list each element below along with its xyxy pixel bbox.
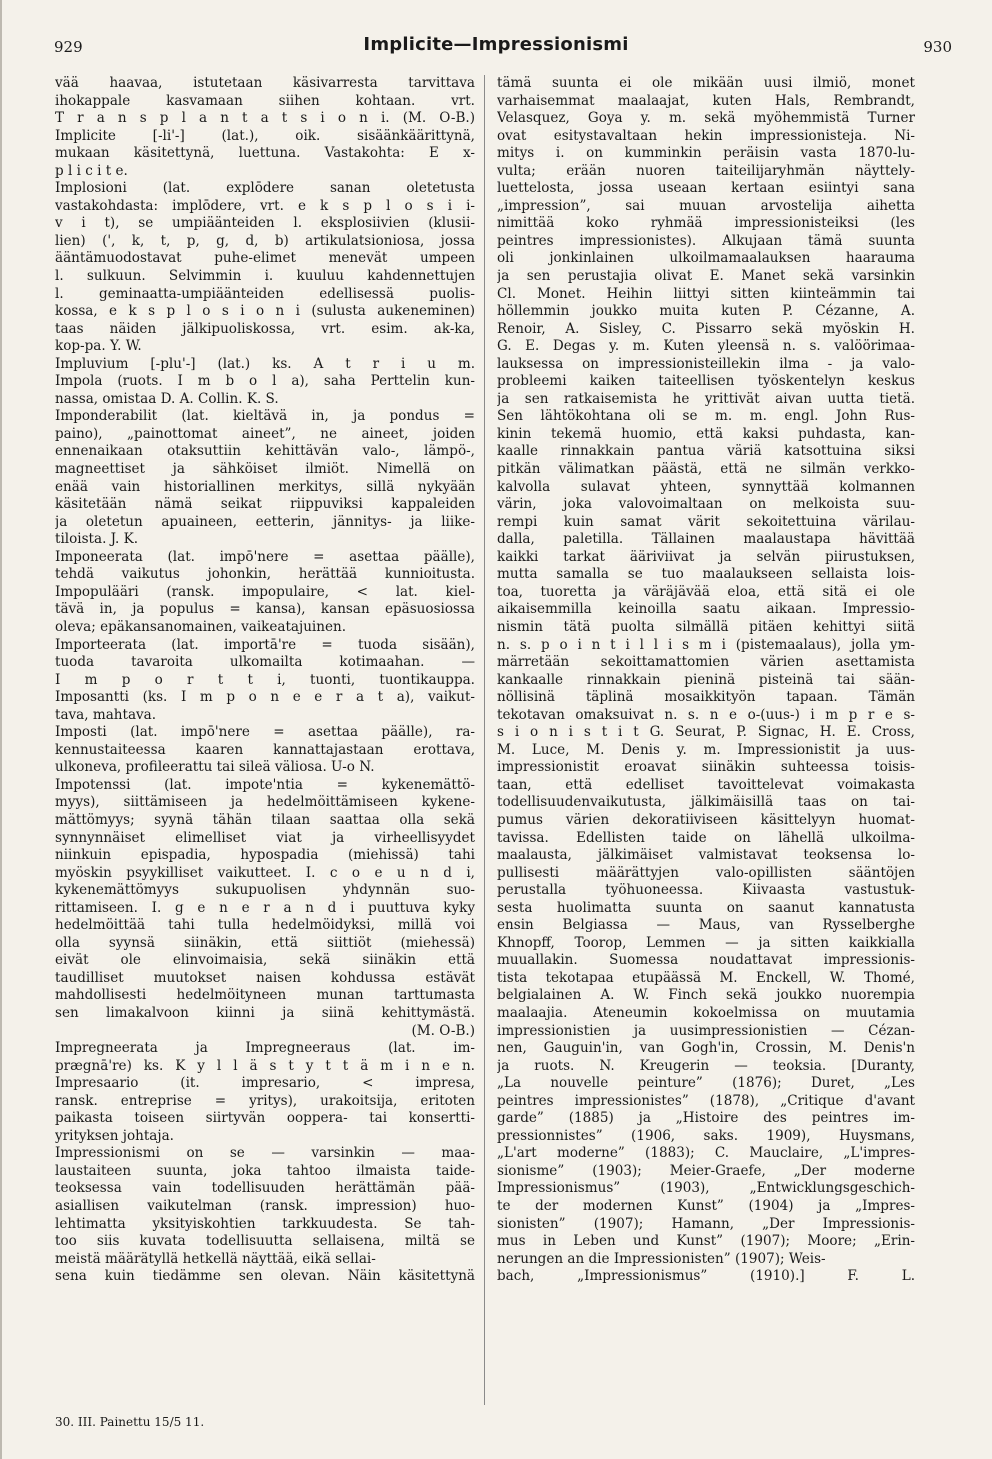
text-line: kankaalle rinnakkain pieninä pisteinä tai sään- xyxy=(497,671,915,688)
text-line: Imposti (lat. impō'nere = asettaa päälle), ra- xyxy=(55,724,475,741)
text-line: nassa, omistaa D. A. Collin. K. S. xyxy=(55,390,279,407)
text-line: niinkuin epispadia, hypospadia (miehissä) tahi xyxy=(55,847,475,864)
text-line: kaalle rinnakkain pantua väriä katsottuina siksi xyxy=(497,443,915,460)
text-line: pitkän välimatkan päästä, että ne silmän verkko- xyxy=(497,461,915,478)
text-line: vastakohdasta: implōdere, vrt. e k s p l o s i i- xyxy=(55,197,475,214)
text-line: Importeerata (lat. importā're = tuoda sisään), xyxy=(55,636,475,653)
text-line: pressionnistes” (1906, saks. 1909), Huysmans, xyxy=(497,1127,915,1144)
text-line: tekotavan omaksuivat n. s. n e o-(uus-) i m p r e s- xyxy=(497,706,915,723)
text-line: „La nouvelle peinture” (1876); Duret, „Les xyxy=(497,1075,915,1092)
text-line: taan, että edelliset tavoittelevat voimakasta xyxy=(497,776,915,793)
text-line: meistä määrätyllä hetkellä näyttää, eikä sellai- xyxy=(55,1250,376,1267)
text-line: sesta huolimatta suunta on saanut kannatusta xyxy=(497,899,915,916)
text-line: myys), siittämiseen ja hedelmöittämiseen kykene- xyxy=(55,794,475,811)
text-line: sen limakalvoon kiinni ja siinä kehittymästä. xyxy=(55,1004,475,1021)
text-line: ja oletetun apuaineen, eetterin, jännitys- ja liike- xyxy=(55,513,475,530)
text-line: varhaisemmat maalaajat, kuten Hals, Rembrandt, xyxy=(497,92,915,109)
text-line: Impotenssi (lat. impote'ntia = kykenemättö- xyxy=(55,776,475,793)
text-line: garde” (1885) ja „Histoire des peintres im- xyxy=(497,1110,915,1127)
text-line: aikaisemmilla keinoilla saatu aikaan. Impressio- xyxy=(497,601,915,618)
text-line: v i t), se umpiäänteiden l. eksplosiivien (klusii- xyxy=(55,215,475,232)
text-line: T r a n s p l a n t a t s i o n i. (M. O-B.) xyxy=(55,110,475,127)
text-line: luettelosta, jossa useaan kertaan esiintyi sana xyxy=(497,180,915,197)
text-line: lehtimatta yksityiskohtien tarkkuudesta. Se tah- xyxy=(55,1215,475,1232)
text-line: nismin tätä puolta silmällä pitäen kehittyi siitä xyxy=(497,618,915,635)
text-line: M. Luce, M. Denis y. m. Impressionistit ja uus- xyxy=(497,741,915,758)
text-line: rempi kuin samat värit sekoitettuina värilau- xyxy=(497,513,915,530)
text-line: paikasta toiseen siirtyvän ooppera- tai konsertti- xyxy=(55,1110,475,1127)
text-line: mus in Leben und Kunst” (1907); Moore; „Erin- xyxy=(497,1233,915,1250)
text-line: kinin tekemä huomio, että kaksi puhdasta, kan- xyxy=(497,425,915,442)
text-line: ensin Belgiassa — Maus, van Rysselberghe xyxy=(497,917,915,934)
text-line: tista tekotapaa etupäässä M. Enckell, W. Thomé, xyxy=(497,969,915,986)
text-line: „L'art moderne” (1883); C. Mauclaire, „L'impres- xyxy=(497,1145,915,1162)
printer-footer: 30. III. Painettu 15/5 11. xyxy=(55,1415,205,1429)
text-line: Imponderabilit (lat. kieltävä in, ja pondus = xyxy=(55,408,475,425)
text-line: Khnopff, Toorop, Lemmen — ja sitten kaikkialla xyxy=(497,934,915,951)
text-line: mukaan käsitettynä, luettuna. Vastakohta: E x- xyxy=(55,145,475,162)
text-line: ihokappale kasvamaan siihen kohtaan. vrt. xyxy=(55,92,475,109)
text-line: Impressionismus” (1903), „Entwicklungsgeschich- xyxy=(497,1180,915,1197)
text-line: hedelmöittää tahi tulla hedelmöidyksi, millä voi xyxy=(55,917,475,934)
text-line: l. geminaatta-umpiäänteiden edellisessä puolis- xyxy=(55,285,475,302)
text-line: sena kuin tiedämme sen olevan. Näin käsitettynä xyxy=(55,1268,475,1285)
text-line: tuoda tavaroita ulkomailta kotimaahan. — xyxy=(55,654,475,671)
text-line: nen, Gauguin'in, van Gogh'in, Crossin, M. Denis'n xyxy=(497,1040,915,1057)
text-line: oli jonkinlainen ulkoilmamaalauksen haarauma xyxy=(497,250,915,267)
text-line: Impresaario (it. impresario, < impresa, xyxy=(55,1075,475,1092)
text-line: ransk. entreprise = yritys), urakoitsija, eritoten xyxy=(55,1092,475,1109)
text-line: Imponeerata (lat. impō'nere = asettaa päälle), xyxy=(55,548,475,565)
text-line: Impola (ruots. I m b o l a), saha Perttelin kun- xyxy=(55,373,475,390)
text-line: rittamiseen. I. g e n e r a n d i puuttuva kyky xyxy=(55,899,475,916)
text-line: probleemi kaiken taiteellisen työskentelyn keskus xyxy=(497,373,915,390)
text-line: Velasquez, Goya y. m. sekä myöhemmistä Turner xyxy=(497,110,915,127)
text-line: too siis kuvata todellisuutta sellaisena, miltä se xyxy=(55,1233,475,1250)
text-line: tavissa. Edellisten taide on lähellä ulkoilma- xyxy=(497,829,915,846)
text-line: Impopulääri (ransk. impopulaire, < lat. kiel- xyxy=(55,583,475,600)
text-line: s i o n i s t i t G. Seurat, P. Signac, H. E. Cross, xyxy=(497,724,915,741)
text-line: olla syynsä siinäkin, että siittiöt (miehessä) xyxy=(55,934,475,951)
text-line: todellisuudenvaikutusta, jälkimäisillä taas on tai- xyxy=(497,794,915,811)
text-line: nimittää koko ryhmää impressionisteiksi (les xyxy=(497,215,915,232)
text-line: (M. O-B.) xyxy=(411,1022,475,1039)
text-line: ovat esitystavaltaan hekin impressionisteja. Ni- xyxy=(497,127,915,144)
text-line: Imposantti (ks. I m p o n e e r a t a), vaikut- xyxy=(55,689,475,706)
text-line: asiallisen vaikutelman (ransk. impression) huo- xyxy=(55,1198,475,1214)
text-line: yrityksen johtaja. xyxy=(55,1127,174,1144)
text-line: nerungen an die Impressionisten” (1907); Weis- xyxy=(497,1250,826,1267)
text-line: kykenemättömyys sukupuolisen yhdynnän suo- xyxy=(55,882,475,899)
text-line: maalausta, jälkimäiset valmistavat teoksensa lo- xyxy=(497,847,915,864)
text-line: mutta samalla se tuo maalaukseen sellaista lois- xyxy=(497,566,915,583)
text-line: höllemmin joukko muita kuten P. Cézanne, A. xyxy=(497,303,915,320)
text-line: kop-pa. Y. W. xyxy=(55,338,142,355)
text-line: n. s. p o i n t i l l i s m i (pistemaalaus), jolla ym- xyxy=(497,636,915,653)
right-column xyxy=(497,75,915,1286)
text-line: synnynnäiset elimelliset viat ja virheellisyydet xyxy=(55,829,475,846)
text-line: taudilliset muutokset naisen kohdussa estävät xyxy=(55,969,475,986)
text-line: impressionistien ja uusimpressionistien — Cézan- xyxy=(497,1022,915,1039)
text-line: ääntämuodostavat puhe-elimet menevät umpeen xyxy=(55,250,475,267)
text-line: peintres impressionistes” (1878), „Critique d'avant xyxy=(497,1092,915,1109)
page-number-left: 929 xyxy=(54,38,83,56)
text-line: kossa, e k s p l o s i o n i (sulusta aukeneminen) xyxy=(55,303,475,320)
text-line: sionisten” (1907); Hamann, „Der Impressionis- xyxy=(497,1215,915,1232)
text-line: ja ruots. N. Kreugerin — teoksia. [Duranty, xyxy=(497,1057,915,1074)
text-line: pumus värien dekoratiiviseen käsittelyyn huomat- xyxy=(497,811,915,828)
text-line: tämä suunta ei ole mikään uusi ilmiö, monet xyxy=(497,75,915,91)
text-line: dalla, paletilla. Tällainen maalaustapa hävittää xyxy=(497,531,915,548)
text-line: vulta; erään nuoren taiteilijaryhmän näyttely- xyxy=(497,162,915,179)
text-line: pullisesti määrättyjen valo-opillisten sääntöjen xyxy=(497,864,915,881)
text-line: Implicite [-li'-] (lat.), oik. sisäänkäärittynä, xyxy=(55,127,475,144)
text-line: oleva; epäkansanomainen, vaikeatajuinen. xyxy=(55,618,347,635)
text-line: maalaajia. Ateneumin kokoelmissa on muutamia xyxy=(497,1004,915,1021)
column-divider xyxy=(484,75,485,1405)
text-line: ja sen perustajia olivat E. Manet sekä varsinkin xyxy=(497,268,915,285)
text-line: perustalla työhuoneessa. Kiivaasta vastustuk- xyxy=(497,882,915,899)
scan-edge xyxy=(0,0,10,1459)
text-line: G. E. Degas y. m. Kuten yleensä n. s. valöörimaa- xyxy=(497,338,915,355)
text-line: mitys i. on kumminkin peräisin vasta 1870-lu- xyxy=(497,145,915,162)
text-line: märretään sekoittamattomien värien asettamista xyxy=(497,654,915,671)
text-line: toa, tuoretta ja väräjävää eloa, että sitä ei ole xyxy=(497,583,915,600)
text-line: belgialainen A. W. Finch sekä joukko nuorempia xyxy=(497,987,915,1004)
text-line: mahdollisesti hedelmöityneen munan tarttumasta xyxy=(55,987,475,1004)
text-line: enää vain historiallinen merkitys, sillä nykyään xyxy=(55,478,475,495)
text-line: värin, joka valovoimaltaan on melkoista suu- xyxy=(497,496,915,513)
left-column xyxy=(55,75,475,1286)
text-line: peintres impressionistes). Alkujaan tämä suunta xyxy=(497,232,915,249)
text-line: Renoir, A. Sisley, C. Pissarro sekä myöskin H. xyxy=(497,320,915,337)
text-line: impressionistit eroavat siinäkin suhteessa toisis- xyxy=(497,759,915,776)
text-line: ennenaikaan otaksuttiin kehittävän valo-, lämpö-, xyxy=(55,443,475,460)
text-line: tava, mahtava. xyxy=(55,706,157,723)
text-line: sionisme” (1903); Meier-Graefe, „Der moderne xyxy=(497,1162,915,1179)
text-line: Impressionismi on se — varsinkin — maa- xyxy=(55,1145,475,1162)
text-line: magneettiset ja sähköiset ilmiöt. Nimellä on xyxy=(55,461,475,478)
text-line: myöskin psyykilliset vaikutteet. I. c o e u n d i, xyxy=(55,864,475,881)
text-line: laustaiteen suunta, joka tahtoo ilmaista taide- xyxy=(55,1162,475,1179)
text-line: Sen lähtökohtana oli se m. m. engl. John Rus- xyxy=(497,408,915,425)
text-line: paino), „painottomat aineet”, ne aineet, joiden xyxy=(55,425,475,442)
running-title: Implicite—Impressionismi xyxy=(363,34,629,55)
text-line: käsitetään nämä seikat riippuviksi kappaleiden xyxy=(55,496,475,513)
text-line: l. sulkuun. Selvimmin i. kuuluu kahdennettujen xyxy=(55,268,475,285)
text-line: eivät ole elinvoimaisia, sekä siinäkin että xyxy=(55,952,475,969)
text-line: Implosioni (lat. explōdere sanan oletetusta xyxy=(55,180,475,197)
text-line: vää haavaa, istutetaan käsivarresta tarvittava xyxy=(55,75,475,91)
text-line: kalvolla sulavat yhteen, synnyttää kolmannen xyxy=(497,478,915,495)
text-line: tehdä vaikutus johonkin, herättää kunnioitusta. xyxy=(55,566,475,583)
text-line: ulkoneva, profileerattu tai sileä väliosa. U-o N. xyxy=(55,759,375,776)
text-line: teoksessa vain todellisuuden herättämän pää- xyxy=(55,1180,475,1197)
text-line: te der modernen Kunst” (1904) ja „Impres- xyxy=(497,1198,915,1214)
text-line: lauksessa on impressionisteillekin ilma - ja valo- xyxy=(497,355,915,372)
page-header xyxy=(0,34,992,60)
text-line: prægnā're) ks. K y l l ä s t y t t ä m i n e n. xyxy=(55,1057,475,1074)
text-line: lien) (', k, t, p, g, d, b) artikulatsioniosa, jossa xyxy=(55,232,475,249)
text-line: bach, „Impressionismus” (1910).] F. L. xyxy=(497,1268,915,1285)
text-line: mättömyys; syynä tähän tilaan saattaa olla sekä xyxy=(55,811,475,828)
text-line: Impregneerata ja Impregneeraus (lat. im- xyxy=(55,1040,475,1057)
text-line: taas näiden jälkipuoliskossa, vrt. esim. ak-ka, xyxy=(55,320,475,337)
text-line: ja sen ratkaisemista he yrittivät aivan uutta tietä. xyxy=(497,390,915,407)
text-line: muuallakin. Suomessa noudattavat impressionis- xyxy=(497,952,915,969)
text-line: kennustaiteessa kaaren kannattajastaan erottava, xyxy=(55,741,475,758)
text-line: I m p o r t t i, tuonti, tuontikauppa. xyxy=(55,671,475,688)
text-line: „impression”, sai muuan arvostelija aihetta xyxy=(497,197,915,214)
text-line: kaikki tarkat ääriviivat ja selvän piirustuksen, xyxy=(497,548,915,565)
text-line: Impluvium [-plu'-] (lat.) ks. A t r i u m. xyxy=(55,355,475,372)
text-line: Cl. Monet. Heihin liittyi sitten kiinteämmin tai xyxy=(497,285,915,302)
text-line: tävä in, ja populus = kansa), kansan epäsuosiossa xyxy=(55,601,475,618)
text-line: nöllisinä täplinä mosaikkityön tapaan. Tämän xyxy=(497,689,915,706)
text-line: tiloista. J. K. xyxy=(55,531,139,548)
text-line: p l i c i t e. xyxy=(55,162,128,179)
page-number-right: 930 xyxy=(923,38,952,56)
